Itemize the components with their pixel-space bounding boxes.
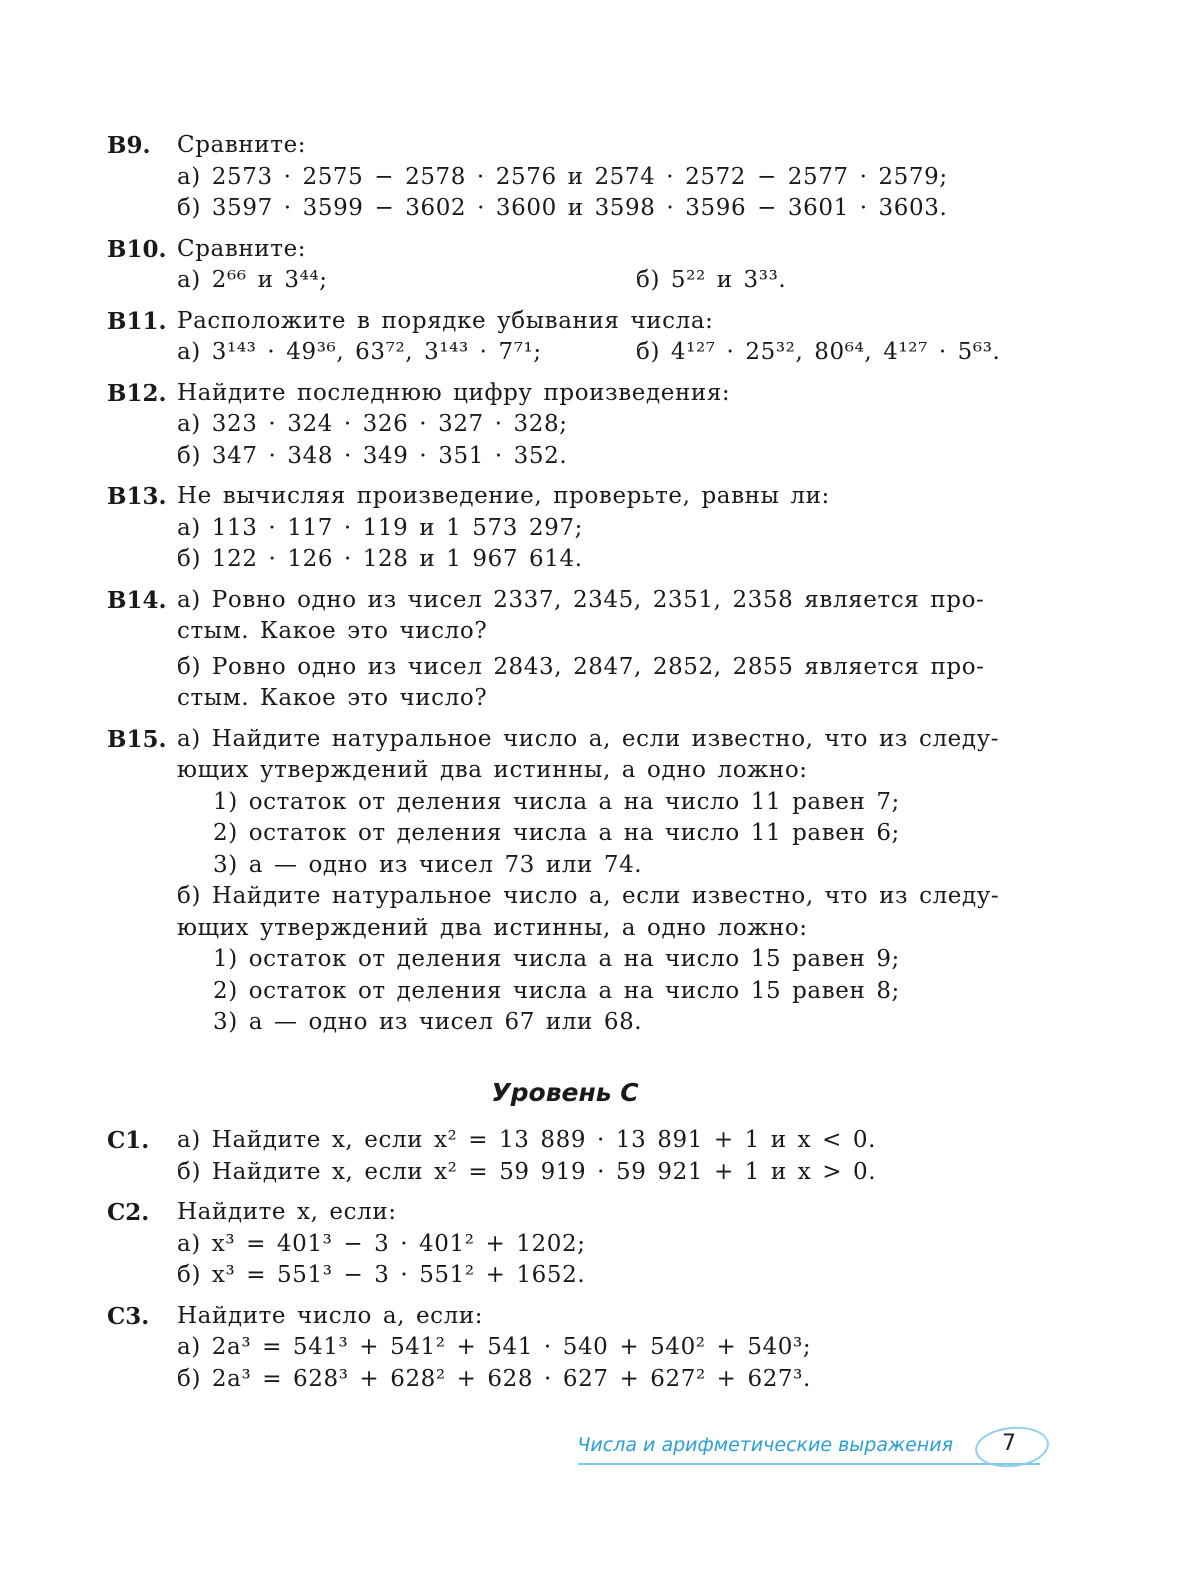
problem-label: B15.	[107, 725, 167, 753]
problem-line: а) Найдите натуральное число a, если известно, что из следу-	[177, 725, 1000, 752]
problem-line: б) Найдите натуральное число a, если известно, что из следу-	[177, 883, 1000, 909]
problem-line: Сравните:	[177, 235, 307, 262]
problem-label: C3.	[107, 1302, 150, 1330]
problem-body	[177, 1301, 1032, 1396]
problem-line: б) Найдите x, если x² = 59 919 · 59 921 + 1 и x > 0.	[177, 1158, 877, 1185]
problem-subitem: б) 4¹²⁷ · 25³², 80⁶⁴, 4¹²⁷ · 5⁶³.	[636, 339, 1001, 365]
problem-line: б) 2a³ = 628³ + 628² + 628 · 627 + 627² + 627³.	[177, 1365, 811, 1392]
footer-section-title: Числа и арифметические выражения	[577, 1434, 953, 1456]
problem-b13	[107, 481, 1032, 576]
problem-line: а) Найдите x, если x² = 13 889 · 13 891 + 1 и x < 0.	[177, 1127, 877, 1153]
problem-body	[177, 306, 1032, 369]
problem-line: ющих утверждений два истинны, а одно ложно:	[177, 914, 808, 941]
problem-b9	[107, 130, 1032, 225]
problem-c2	[107, 1197, 1032, 1292]
problem-c3	[107, 1301, 1032, 1396]
problem-line: б) Ровно одно из чисел 2843, 2847, 2852, 2855 является про-	[177, 653, 985, 680]
problem-b10	[107, 234, 1032, 297]
problem-label: B12.	[107, 379, 167, 407]
problem-line: 2) остаток от деления числа a на число 11 равен 6;	[213, 820, 900, 846]
problem-line	[177, 265, 1032, 297]
problem-line: стым. Какое это число?	[177, 618, 488, 644]
problem-body	[177, 481, 1032, 576]
problem-line: 3) a — одно из чисел 73 или 74.	[213, 851, 643, 878]
problem-line: Найдите последнюю цифру произведения:	[177, 379, 731, 406]
problem-b12	[107, 378, 1032, 473]
problem-b15	[107, 724, 1032, 1039]
problem-subitem: б) 5²² и 3³³.	[636, 267, 787, 293]
problem-line: б) 347 · 348 · 349 · 351 · 352.	[177, 442, 568, 469]
problem-body	[177, 1125, 1032, 1188]
problem-label: B9.	[107, 132, 151, 159]
problem-body	[177, 1197, 1032, 1292]
footer-divider	[578, 1463, 1040, 1465]
problem-label: C1.	[107, 1127, 150, 1154]
problem-line	[177, 337, 1032, 369]
problem-label: B10.	[107, 235, 167, 263]
problem-subitem: а) 2⁶⁶ и 3⁴⁴;	[177, 267, 328, 293]
problem-line: 1) остаток от деления числа a на число 15 равен 9;	[213, 946, 900, 972]
problem-subitem: а) 3¹⁴³ · 49³⁶, 63⁷², 3¹⁴³ · 7⁷¹;	[177, 339, 542, 365]
problem-line: б) 122 · 126 · 128 и 1 967 614.	[177, 546, 583, 572]
problem-body	[177, 378, 1032, 473]
problem-line: Расположите в порядке убывания числа:	[177, 307, 714, 334]
problem-body	[177, 585, 1032, 715]
problem-line: стым. Какое это число?	[177, 685, 488, 711]
problem-label: B14.	[107, 586, 167, 614]
page-number: 7	[1002, 1431, 1016, 1456]
problems-level-b	[107, 130, 1032, 1039]
problem-line: а) 2a³ = 541³ + 541² + 541 · 540 + 540² + 540³;	[177, 1334, 812, 1360]
problem-line: Сравните:	[177, 132, 307, 158]
problem-line: 3) a — одно из чисел 67 или 68.	[213, 1009, 643, 1035]
problem-line: Найдите число a, если:	[177, 1302, 484, 1329]
problem-label: B13.	[107, 483, 167, 510]
problem-line: а) 113 · 117 · 119 и 1 573 297;	[177, 514, 583, 541]
problem-line: Найдите x, если:	[177, 1199, 397, 1225]
problem-b14	[107, 585, 1032, 715]
problem-line: а) x³ = 401³ − 3 · 401² + 1202;	[177, 1230, 586, 1257]
problem-line: а) 323 · 324 · 326 · 327 · 328;	[177, 411, 568, 437]
problem-line: а) Ровно одно из чисел 2337, 2345, 2351, 2358 является про-	[177, 586, 985, 613]
problem-line: ющих утверждений два истинны, а одно ложно:	[177, 757, 808, 783]
problem-label: B11.	[107, 307, 167, 335]
problem-line: б) 3597 · 3599 − 3602 · 3600 и 3598 · 3596 − 3601 · 3603.	[177, 195, 948, 221]
problem-body	[177, 234, 1032, 297]
problem-line: 1) остаток от деления числа a на число 11 равен 7;	[213, 788, 900, 815]
problem-label: C2.	[107, 1199, 150, 1226]
problem-line: Не вычисляя произведение, проверьте, равны ли:	[177, 483, 830, 509]
problem-line: б) x³ = 551³ − 3 · 551² + 1652.	[177, 1262, 586, 1288]
problem-c1	[107, 1125, 1032, 1188]
problem-body	[177, 724, 1032, 1039]
problem-line: 2) остаток от деления числа a на число 15 равен 8;	[213, 977, 900, 1004]
problem-b11	[107, 306, 1032, 369]
level-c-heading: Уровень С	[491, 1078, 639, 1107]
problems-level-c	[107, 1125, 1032, 1395]
problem-line: а) 2573 · 2575 − 2578 · 2576 и 2574 · 2572 − 2577 · 2579;	[177, 163, 948, 190]
problem-body	[177, 130, 1032, 225]
